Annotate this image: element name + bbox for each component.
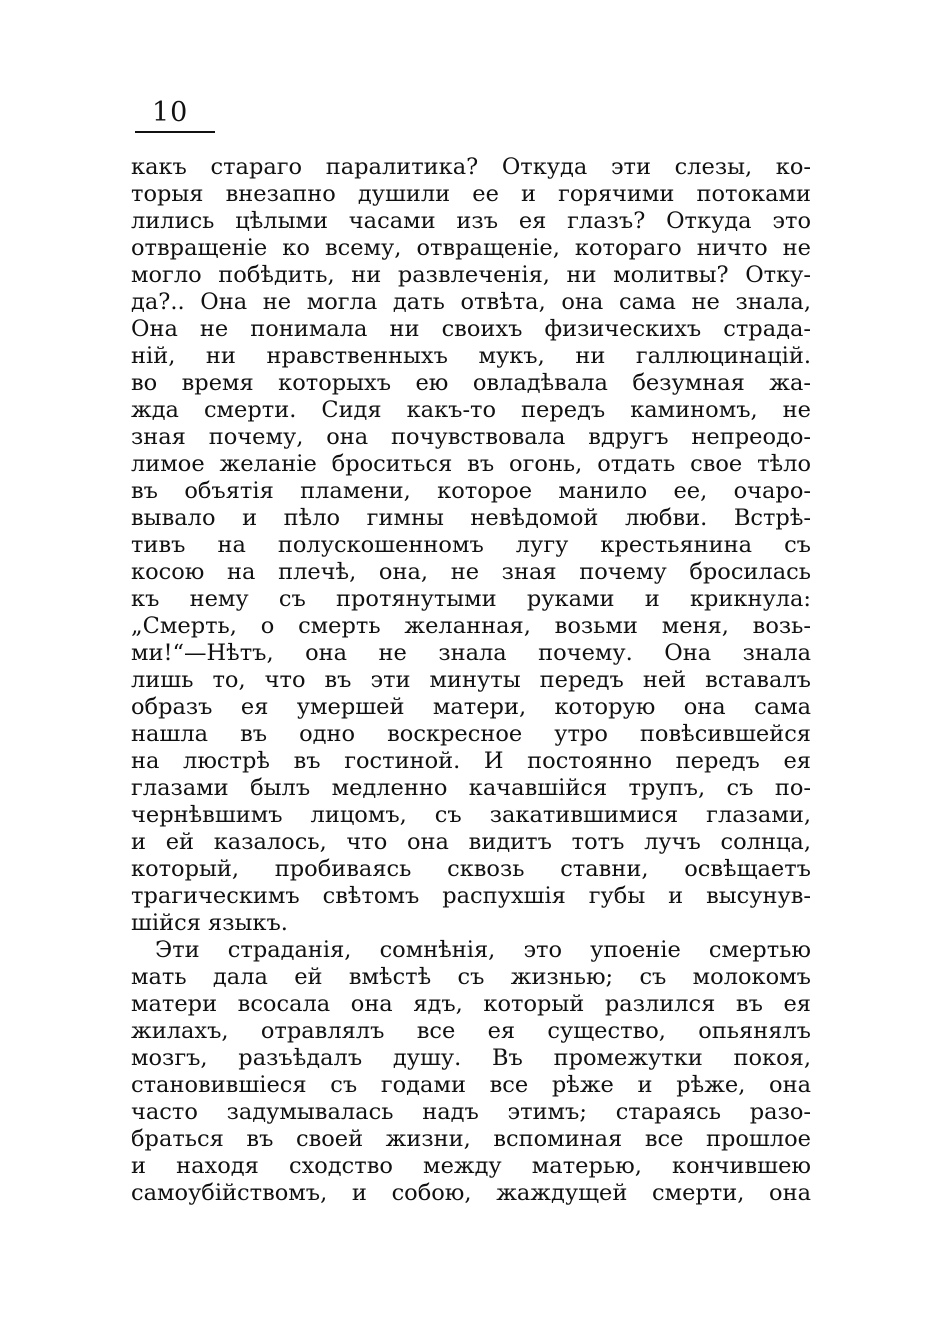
text-line: трагическимъ свѣтомъ распухшія губы и высунув- <box>131 883 811 909</box>
text-line: Она не понимала ни своихъ физическихъ страда- <box>131 316 811 342</box>
text-line: лишь то, что въ эти минуты передъ ней вставалъ <box>131 667 811 693</box>
text-line: косою на плечѣ, она, не зная почему бросилась <box>131 559 811 585</box>
text-line: шійся языкъ. <box>131 910 288 936</box>
page-number: 10 <box>152 97 189 128</box>
text-line: браться въ своей жизни, вспоминая все прошлое <box>131 1126 811 1152</box>
text-line: въ объятія пламени, которое манило ее, очаро- <box>131 478 811 504</box>
text-line: и находя сходство между матерью, кончившею <box>131 1153 811 1179</box>
text-line: образъ ея умершей матери, которую она сама <box>131 694 811 720</box>
text-line: къ нему съ протянутыми руками и крикнула: <box>131 586 811 612</box>
text-line: мать дала ей вмѣстѣ съ жизнью; съ молокомъ <box>131 964 811 990</box>
text-line: Эти страданія, сомнѣнія, это упоеніе смертью <box>155 937 811 963</box>
text-line: лились цѣлыми часами изъ ея глазъ? Откуда это <box>131 208 811 234</box>
text-line: часто задумывалась надъ этимъ; стараясь разо- <box>131 1099 811 1125</box>
text-line: чернѣвшимъ лицомъ, съ закатившимися глазами, <box>131 802 811 828</box>
text-line: ми!“—Нѣтъ, она не знала почему. Она знала <box>131 640 811 666</box>
text-line: лимое желаніе броситься въ огонь, отдать свое тѣло <box>131 451 811 477</box>
text-line: тивъ на полускошенномъ лугу крестьянина съ <box>131 532 811 558</box>
text-line: который, пробиваясь сквозь ставни, освѣщаетъ <box>131 856 811 882</box>
text-line: глазами былъ медленно качавшійся трупъ, съ по- <box>131 775 811 801</box>
text-line: и ей казалось, что она видитъ тотъ лучъ солнца, <box>131 829 811 855</box>
text-line: „Смерть, о смерть желанная, возьми меня, возь- <box>131 613 811 639</box>
text-line: ній, ни нравственныхъ мукъ, ни галлюцинацій. <box>131 343 811 369</box>
text-line: жда смерти. Сидя какъ-то передъ каминомъ, не <box>131 397 811 423</box>
text-line: матери всосала она ядъ, который разлился въ ея <box>131 991 811 1017</box>
text-line: торыя внезапно душили ее и горячими потоками <box>131 181 811 207</box>
text-line: на люстрѣ въ гостиной. И постоянно передъ ея <box>131 748 811 774</box>
paragraph-2 <box>131 937 811 1207</box>
text-line: какъ стараго паралитика? Откуда эти слезы, ко- <box>131 154 811 180</box>
text-line: да?.. Она не могла дать отвѣта, она сама не знала, <box>131 289 811 315</box>
text-line: во время которыхъ ею овладѣвала безумная жа- <box>131 370 811 396</box>
text-line: жилахъ, отравлялъ все ея существо, опьянялъ <box>131 1018 811 1044</box>
text-line: вывало и пѣло гимны невѣдомой любви. Встрѣ- <box>131 505 811 531</box>
text-line: зная почему, она почувствовала вдругъ непреодо- <box>131 424 811 450</box>
text-line: становившіеся съ годами все рѣже и рѣже, она <box>131 1072 811 1098</box>
text-line: могло побѣдить, ни развлеченія, ни молитвы? Отку- <box>131 262 811 288</box>
text-line: нашла въ одно воскресное утро повѣсившейся <box>131 721 811 747</box>
page-number-rule <box>135 131 215 133</box>
text-line: самоубійствомъ, и собою, жаждущей смерти, она <box>131 1180 811 1206</box>
text-line: мозгъ, разъѣдалъ душу. Въ промежутки покоя, <box>131 1045 811 1071</box>
body-text <box>131 154 811 1207</box>
paragraph-1 <box>131 154 811 937</box>
text-line: отвращеніе ко всему, отвращеніе, котораго ничто не <box>131 235 811 261</box>
